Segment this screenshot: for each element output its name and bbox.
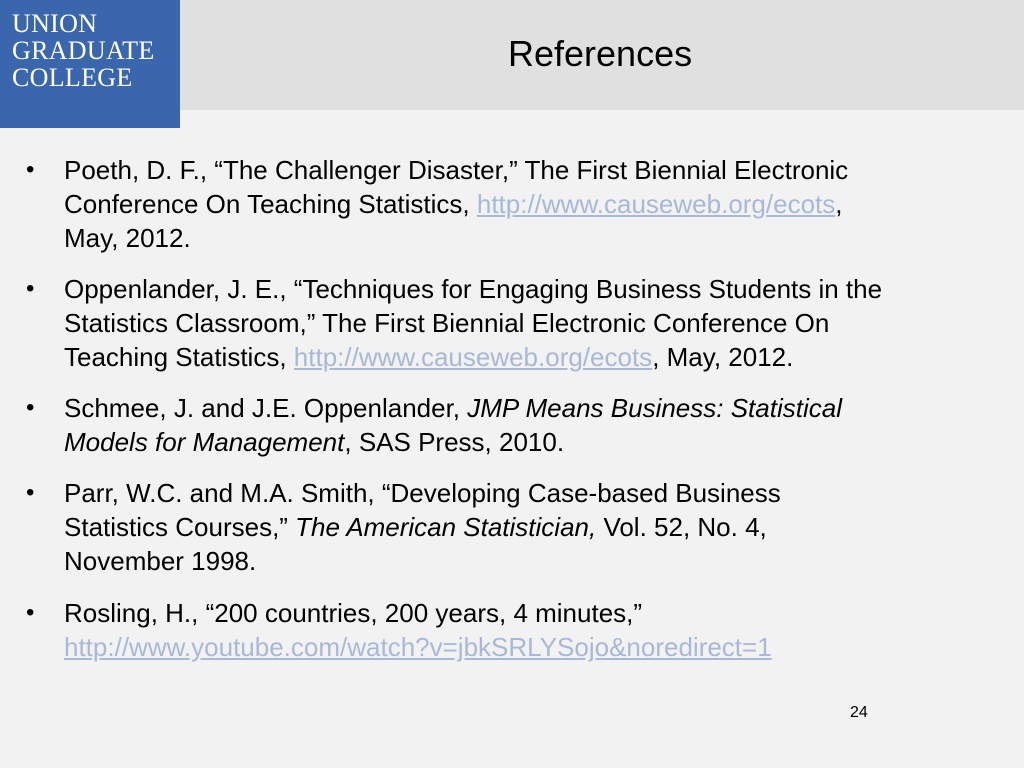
reference-line bbox=[64, 544, 256, 578]
bullet: • bbox=[26, 599, 35, 626]
reference-text: May, 2012. bbox=[64, 223, 191, 253]
reference-line bbox=[64, 187, 843, 221]
reference-italic-title: JMP Means Business: Statistical bbox=[467, 393, 842, 423]
reference-text: Conference On Teaching Statistics, bbox=[64, 189, 477, 219]
reference-text: Vol. 52, No. 4, bbox=[596, 512, 767, 542]
reference-link[interactable]: http://www.youtube.com/watch?v=jbkSRLYSojo&noredirect=1 bbox=[64, 632, 772, 662]
page-number: 24 bbox=[850, 704, 868, 721]
bullet: • bbox=[26, 394, 35, 421]
bullet: • bbox=[26, 275, 35, 302]
logo-line-3: COLLEGE bbox=[12, 63, 133, 92]
reference-text: Rosling, H., “200 countries, 200 years, 4 minutes,” bbox=[64, 598, 643, 628]
reference-text: November 1998. bbox=[64, 546, 257, 576]
reference-line bbox=[64, 221, 191, 255]
reference-text: , bbox=[835, 189, 843, 219]
reference-text: Oppenlander, J. E., “Techniques for Engaging Business Students in the bbox=[64, 274, 883, 304]
logo-line-1: UNION bbox=[12, 9, 98, 38]
reference-line bbox=[64, 596, 642, 630]
reference-line bbox=[64, 272, 882, 306]
reference-line bbox=[64, 306, 829, 340]
reference-text: Poeth, D. F., “The Challenger Disaster,” The First Biennial Electronic bbox=[64, 155, 849, 185]
reference-text: Statistics Classroom,” The First Biennial Electronic Conference On bbox=[64, 308, 830, 338]
reference-line bbox=[64, 630, 772, 664]
reference-line bbox=[64, 425, 564, 459]
reference-link[interactable]: http://www.causeweb.org/ecots bbox=[293, 342, 653, 372]
reference-italic-title: The American Statistician, bbox=[295, 512, 597, 542]
reference-line bbox=[64, 510, 767, 544]
reference-text: Parr, W.C. and M.A. Smith, “Developing Case-based Business bbox=[64, 478, 781, 508]
reference-text: Statistics Courses,” bbox=[64, 512, 296, 542]
reference-line bbox=[64, 391, 842, 425]
slide-title: References bbox=[508, 33, 693, 74]
bullet: • bbox=[26, 156, 35, 183]
logo-line-2: GRADUATE bbox=[12, 36, 155, 65]
reference-italic-title: Models for Management bbox=[64, 427, 345, 457]
reference-link[interactable]: http://www.causeweb.org/ecots bbox=[476, 189, 836, 219]
reference-line bbox=[64, 153, 848, 187]
reference-text: Schmee, J. and J.E. Oppenlander, bbox=[64, 393, 468, 423]
reference-line bbox=[64, 476, 781, 510]
reference-text: , SAS Press, 2010. bbox=[344, 427, 565, 457]
college-logo bbox=[0, 0, 180, 128]
reference-line bbox=[64, 340, 793, 374]
bullet: • bbox=[26, 479, 35, 506]
reference-text: , May, 2012. bbox=[652, 342, 794, 372]
reference-text: Teaching Statistics, bbox=[64, 342, 294, 372]
